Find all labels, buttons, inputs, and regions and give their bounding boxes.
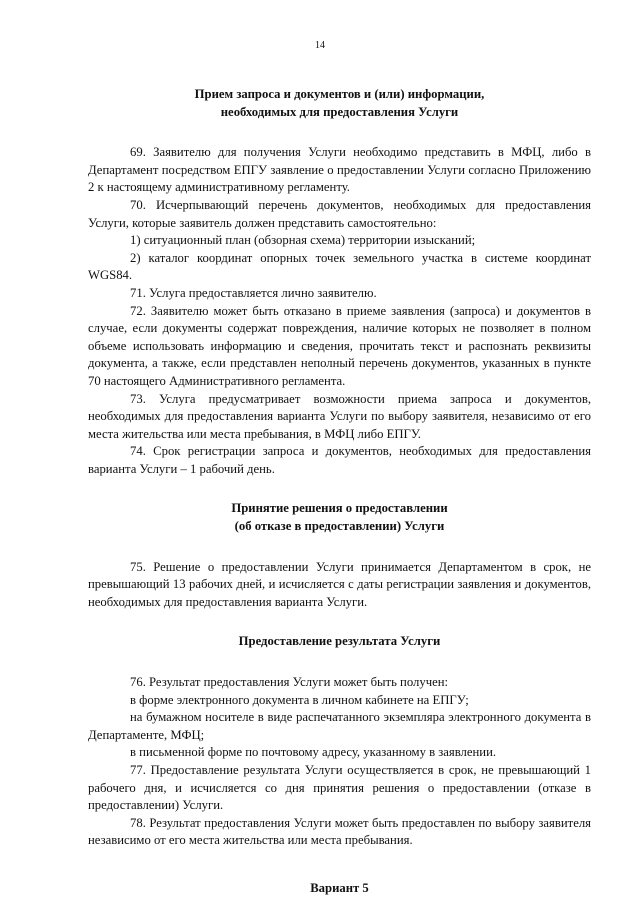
paragraph-72: 72. Заявителю может быть отказано в приеме заявления (запроса) и документов в случае, если документы содержат повреждения, наличие которых не позволяет в полном объеме использовать информацию и сведения, прочитать текст и распознать реквизиты документа, а также, если представлен неполный перечень документов, указанных в пункте 70 настоящего Административного регламента. xyxy=(88,303,591,388)
paragraph-77: 77. Предоставление результата Услуги осуществляется в срок, не превышающий 1 рабочего дня, и исчисляется со дня принятия решения о предоставлении (отказе в предоставлении) Услуги. xyxy=(88,763,591,813)
result-option-mail: в письменной форме по почтовому адресу, указанному в заявлении. xyxy=(130,745,497,760)
list-item-1: 1) ситуационный план (обзорная схема) территории изысканий; xyxy=(130,233,476,248)
paragraph-71: 71. Услуга предоставляется лично заявителю. xyxy=(130,285,377,300)
page-number: 14 xyxy=(315,40,325,51)
paragraph-74: 74. Срок регистрации запроса и документов, необходимых для предоставления варианта Услуги – 1 рабочий день. xyxy=(88,444,591,476)
result-option-epgu: в форме электронного документа в личном кабинете на ЕПГУ; xyxy=(130,692,469,707)
section-heading-result xyxy=(88,633,591,651)
heading-line: Прием запроса и документов и (или) информации, xyxy=(194,87,485,101)
paragraph-70: 70. Исчерпывающий перечень документов, необходимых для предоставления Услуги, которые заявитель должен представить самостоятельно: xyxy=(88,197,591,230)
heading-line: Принятие решения о предоставлении xyxy=(231,501,448,516)
paragraph-76: 76. Результат предоставления Услуги может быть получен: xyxy=(130,675,449,690)
paragraph-73: 73. Услуга предусматривает возможности приема запроса и документов, необходимых для предоставления варианта Услуги по выбору заявителя, независимо от его места жительства или места пребывания, в МФЦ либо ЕПГУ. xyxy=(88,391,591,441)
heading-line: необходимых для предоставления Услуги xyxy=(220,104,459,119)
heading-line: Предоставление результата Услуги xyxy=(238,634,441,649)
section-heading-request-acceptance xyxy=(88,86,591,121)
section-heading-decision xyxy=(88,500,591,535)
result-option-paper: на бумажном носителе в виде распечатанного экземпляра электронного документа в Департаменте, МФЦ; xyxy=(88,710,591,742)
paragraph-78: 78. Результат предоставления Услуги может быть предоставлен по выбору заявителя независимо от его места жительства или места пребывания. xyxy=(88,815,591,848)
page-content xyxy=(88,86,591,898)
heading-line: Вариант 5 xyxy=(310,880,369,895)
heading-line: (об отказе в предоставлении) Услуги xyxy=(234,519,445,534)
paragraph-75: 75. Решение о предоставлении Услуги принимается Департаментом в срок, не превышающий 13 рабочих дней, и исчисляется с даты регистрации заявления и документов, необходимых для предоставления варианта Услуги. xyxy=(88,559,591,609)
section-heading-variant-5 xyxy=(88,880,591,898)
list-item-2: 2) каталог координат опорных точек земельного участка в системе координат WGS84. xyxy=(88,250,591,283)
paragraph-69: 69. Заявителю для получения Услуги необходимо представить в МФЦ, либо в Департамент посредством ЕПГУ заявление о предоставлении Услуги согласно Приложению 2 к настоящему административному регламенту. xyxy=(88,145,591,195)
